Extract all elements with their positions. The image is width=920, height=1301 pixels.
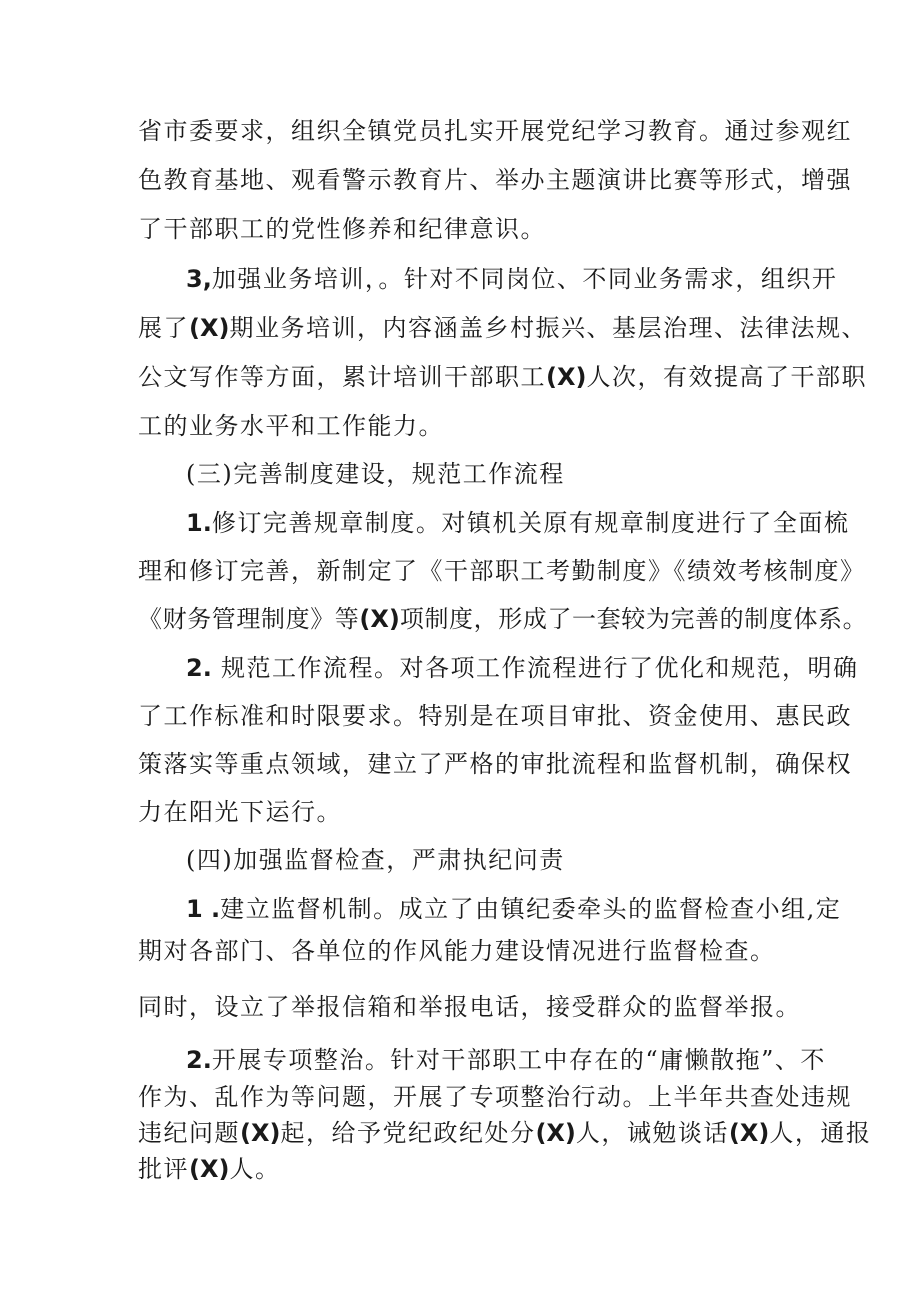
- item-number: 1 .: [186, 895, 221, 923]
- text-line: 期对各部门、各单位的作风能力建设情况进行监督检查。: [138, 937, 776, 965]
- placeholder-x: (X): [535, 1119, 576, 1147]
- item-heading: 1 .建立监督机制。成立了由镇纪委牵头的监督检查小组,定: [186, 895, 842, 923]
- text-line: 批评(X)人。: [138, 1155, 281, 1183]
- text-line: 展了(X)期业务培训，内容涵盖乡村振兴、基层治理、法律法规、: [138, 314, 867, 342]
- text-line: 了工作标准和时限要求。特别是在项目审批、资金使用、惠民政: [138, 702, 852, 730]
- text-line: 《财务管理制度》等(X)项制度，形成了一套较为完善的制度体系。: [138, 605, 868, 633]
- text-line: 省市委要求，组织全镇党员扎实开展党纪学习教育。通过参观红: [138, 117, 852, 145]
- text-line: 违纪问题(X)起，给予党纪政纪处分(X)人，诫勉谈话(X)人，通报: [138, 1119, 872, 1147]
- placeholder-x: (X): [240, 1119, 281, 1147]
- placeholder-x: (X): [189, 314, 230, 342]
- placeholder-x: (X): [728, 1119, 770, 1147]
- text-line: 同时，设立了举报信箱和举报电话，接受群众的监督举报。: [138, 993, 801, 1021]
- item-number: 1.: [186, 509, 212, 537]
- item-heading: 2. 规范工作流程。对各项工作流程进行了优化和规范，明确: [186, 654, 859, 682]
- section-heading: (四)加强监督检查，严肃执纪问责: [186, 846, 565, 874]
- text-line: 了干部职工的党性修养和纪律意识。: [138, 215, 546, 243]
- placeholder-x: (X): [189, 1155, 230, 1183]
- text-line: 公文写作等方面，累计培训干部职工(X)人次，有效提高了干部职: [138, 363, 867, 391]
- item-heading: 1.修订完善规章制度。对镇机关原有规章制度进行了全面梳: [186, 509, 850, 537]
- text-line: 策落实等重点领域，建立了严格的审批流程和监督机制，确保权: [138, 750, 852, 778]
- text-line: 作为、乱作为等问题，开展了专项整治行动。上半年共查处违规: [138, 1083, 852, 1111]
- text-line: 工的业务水平和工作能力。: [138, 412, 444, 440]
- placeholder-x: (X): [546, 363, 587, 391]
- item-number: 3,: [186, 265, 212, 293]
- text-line: 理和修订完善，新制定了《干部职工考勤制度》《绩效考核制度》: [138, 557, 866, 585]
- text-line: 力在阳光下运行。: [138, 798, 342, 826]
- item-heading: 3,加强业务培训，。针对不同岗位、不同业务需求，组织开: [186, 265, 838, 293]
- item-number: 2.: [186, 1046, 212, 1074]
- text-line: 色教育基地、观看警示教育片、举办主题演讲比赛等形式，增强: [138, 166, 852, 194]
- item-heading: 2.开展专项整治。针对干部职工中存在的“庸懒散拖”、不: [186, 1046, 826, 1074]
- section-heading: (三)完善制度建设，规范工作流程: [186, 460, 565, 488]
- placeholder-x: (X): [359, 605, 400, 633]
- item-number: 2.: [186, 654, 212, 682]
